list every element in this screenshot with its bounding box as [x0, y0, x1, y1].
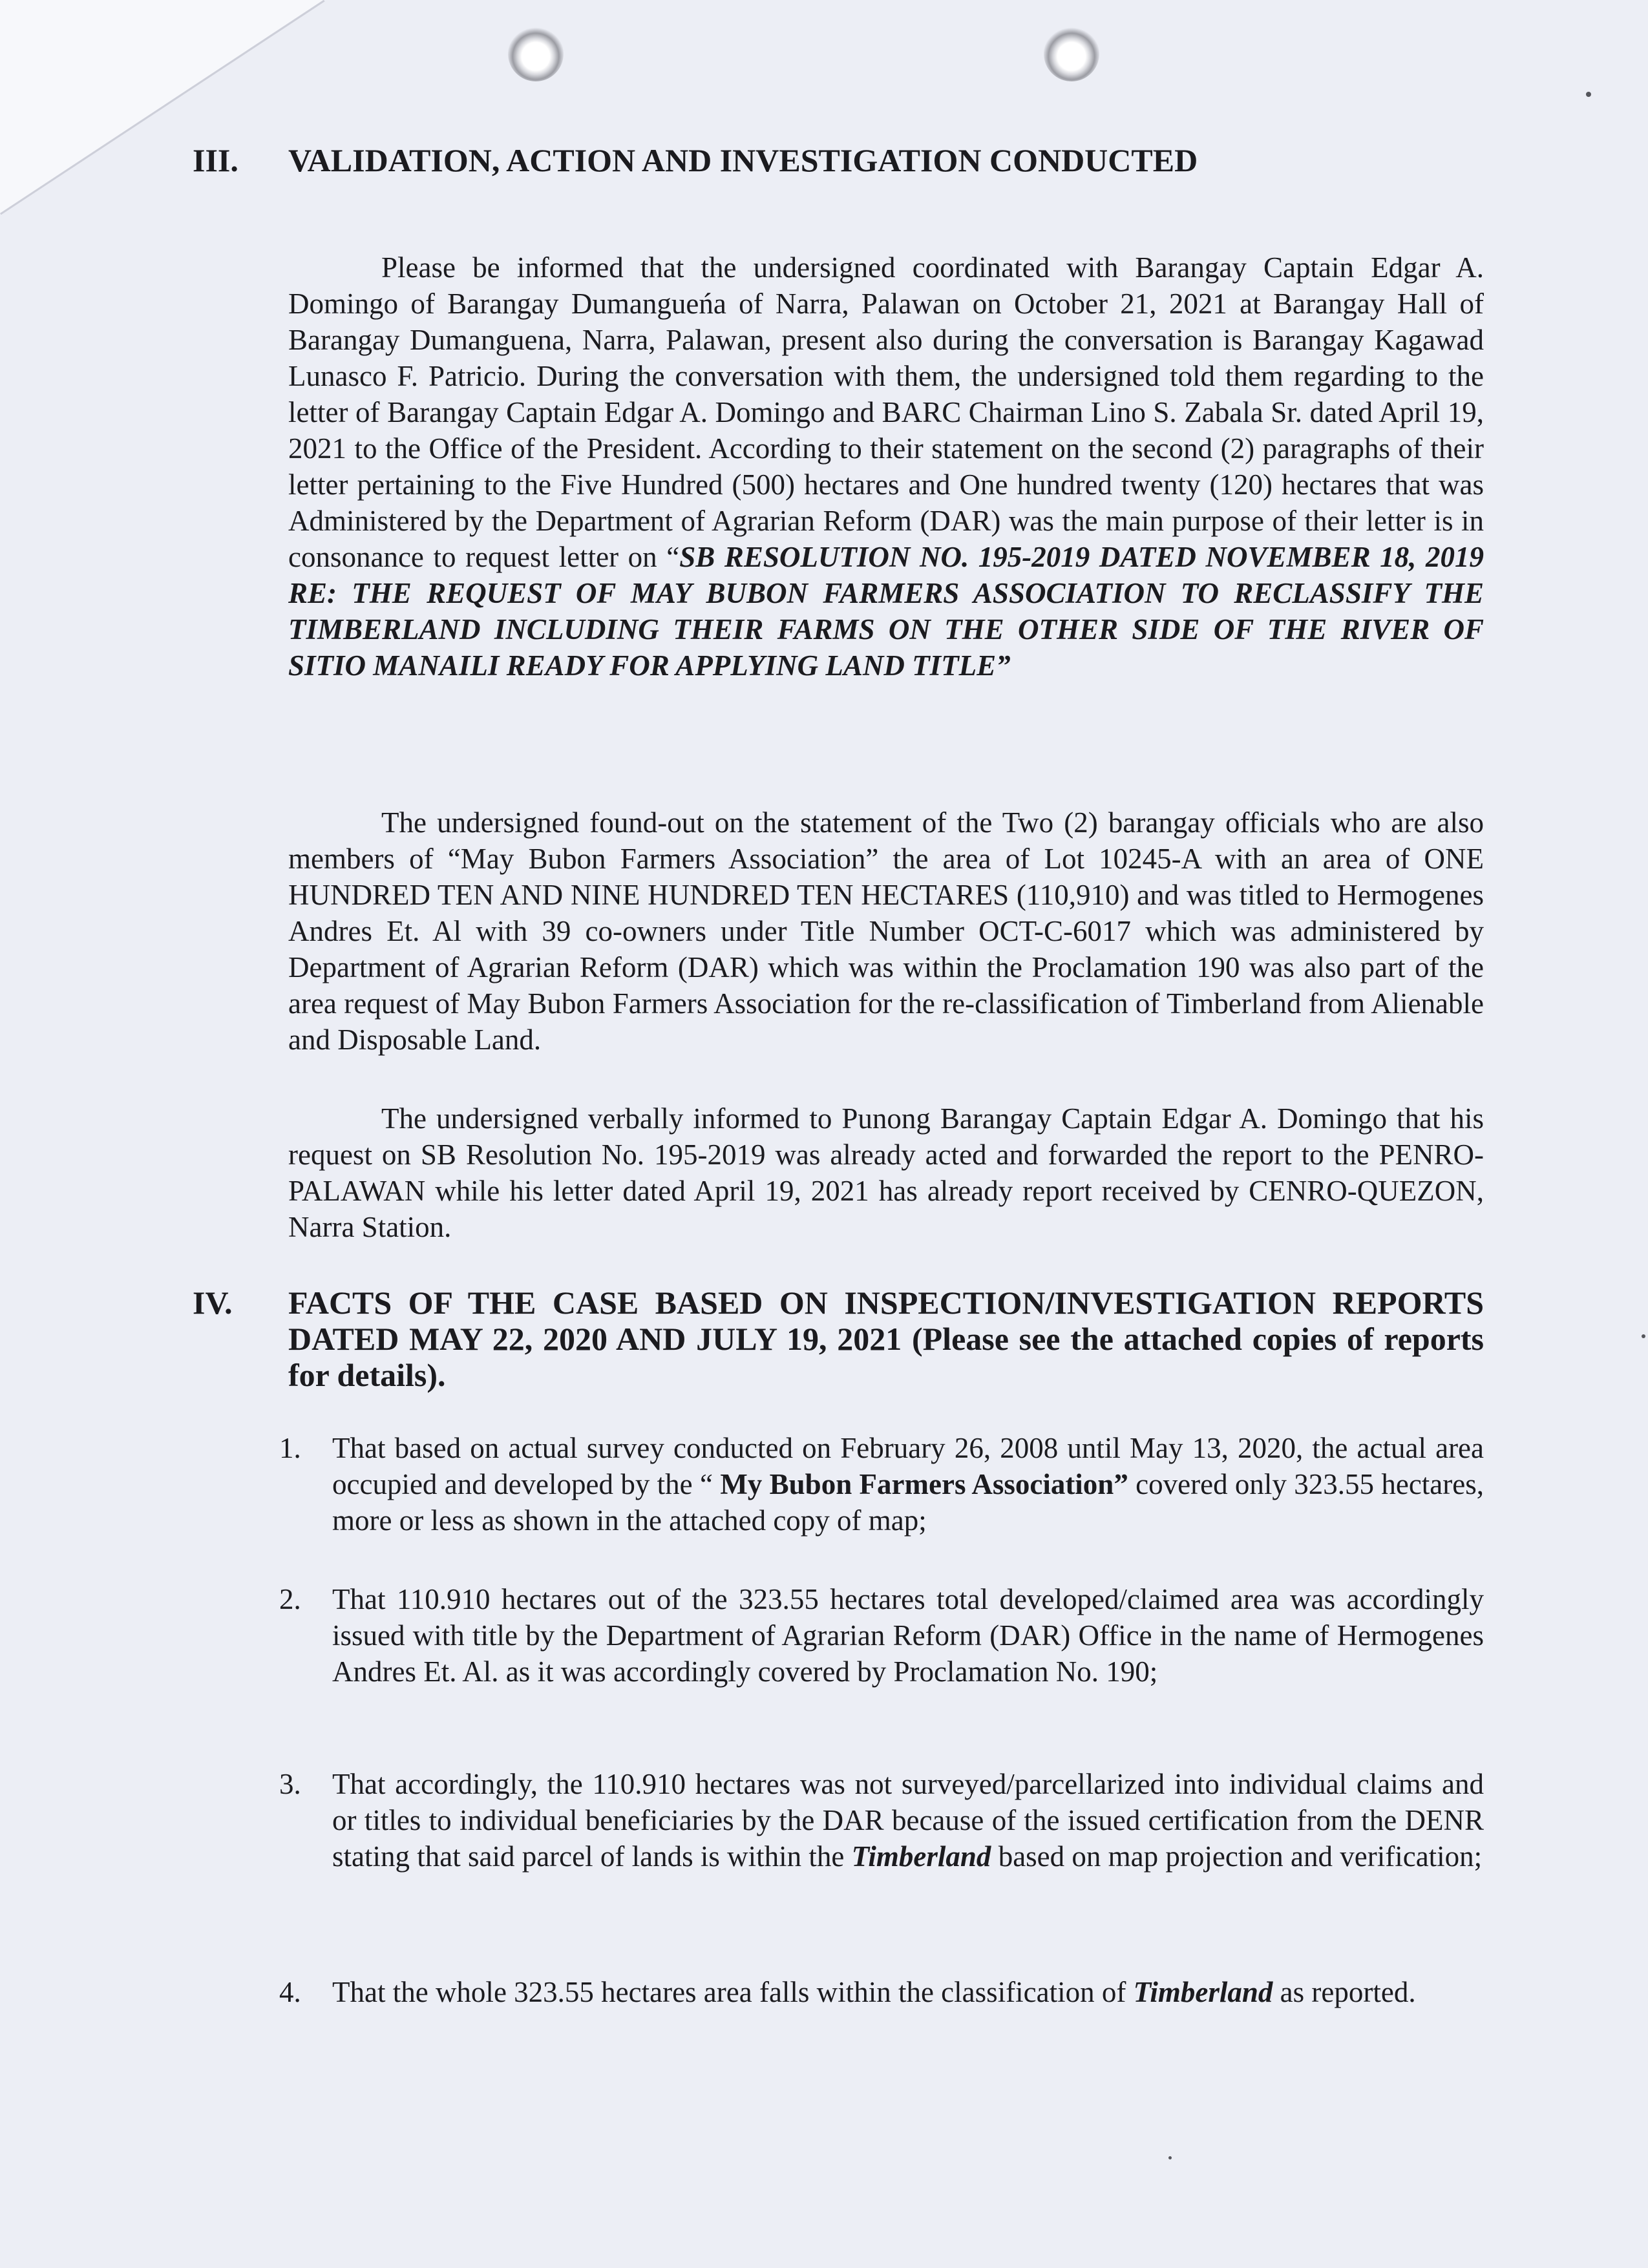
- punch-hole-left: [508, 26, 564, 81]
- list-item-number: 1.: [279, 1432, 301, 1464]
- list-item-number: 3.: [279, 1768, 301, 1800]
- section-4-number: IV.: [193, 1285, 233, 1321]
- section-3-title: VALIDATION, ACTION AND INVESTIGATION CONDUCTED: [288, 142, 1198, 178]
- paper-speck: [1168, 2156, 1172, 2159]
- paper-speck: [1586, 92, 1591, 97]
- paper-speck: [1642, 1334, 1645, 1338]
- punch-hole-right: [1044, 26, 1099, 81]
- section-3-paragraph-3: The undersigned verbally informed to Punong Barangay Captain Edgar A. Domingo that his request on SB Resolution No. 195-2019 was already acted and forwarded the report to the PENRO-PALAWAN while his letter dated April 19, 2021 has already report received by CENRO-QUEZON, Narra Station.: [288, 1102, 1484, 1243]
- list-item-text: [332, 1766, 1484, 1874]
- list-item-text: [332, 1974, 1484, 2010]
- paragraph-1-text: Please be informed that the undersigned coordinated with Barangay Captain Edgar A. Domingo of Barangay Dumangueńa of Narra, Palawan on October 21, 2021 at Barangay Hall of Barangay Dumanguena, Narra, Palawan, present also during the conversation is Barangay Kagawad Lunasco F. Patricio. During the conversation with them, the undersigned told them regarding to the letter of Barangay Captain Edgar A. Domingo and BARC Chairman Lino S. Zabala Sr. dated April 19, 2021 to the Office of the President. According to their statement on the second (2) paragraphs of their letter pertaining to the Five Hundred (500) hectares and One hundred twenty (120) hectares that was Administered by the Department of Agrarian Reform (DAR) was the main purpose of their letter is in consonance to request letter on “: [288, 251, 1484, 573]
- list-item-number: 2.: [279, 1583, 301, 1615]
- list-item-text-part: covered only 323.55 hectares, more or less as shown in the attached copy of map;: [332, 1468, 1484, 1537]
- list-item-text-part: as reported.: [1273, 1976, 1416, 2008]
- list-item-text: [332, 1430, 1484, 1538]
- list-item-text-part: That the whole 323.55 hectares area falls within the classification of: [332, 1976, 1134, 2008]
- list-item-text-part: That based on actual survey conducted on February 26, 2008 until May 13, 2020, the actual area occupied and developed by the “: [332, 1432, 1484, 1500]
- section-3-number: III.: [193, 142, 238, 178]
- closing-quote: ”: [996, 649, 1011, 682]
- section-3-paragraph-2: The undersigned found-out on the statement of the Two (2) barangay officials who are also members of “May Bubon Farmers Association” the area of Lot 10245-A with an area of ONE HUNDRED TEN AND NINE HUNDRED TEN HECTARES (110,910) and was titled to Hermogenes Andres Et. Al with 39 co-owners under Title Number OCT-C-6017 which was administered by Department of Agrarian Reform (DAR) which was within the Proclamation 190 was also part of the area request of May Bubon Farmers Association for the re-classification of Timberland from Alienable and Disposable Land.: [288, 806, 1484, 1056]
- list-item-text: That 110.910 hectares out of the 323.55 hectares total developed/claimed area was accordingly issued with title by the Department of Agrarian Reform (DAR) Office in the name of Hermogenes Andres Et. Al. as it was accordingly covered by Proclamation No. 190;: [332, 1583, 1484, 1688]
- list-item-text-part: That accordingly, the 110.910 hectares was not surveyed/parcellarized into individual claims and or titles to individual beneficiaries by the DAR because of the issued certification from the DENR stating that said parcel of lands is within the: [332, 1768, 1484, 1873]
- section-3-paragraph-1: [288, 249, 1484, 684]
- association-name: My Bubon Farmers Association”: [720, 1468, 1128, 1500]
- list-item-number: 4.: [279, 1976, 301, 2008]
- list-item-text-part: based on map projection and verification;: [991, 1840, 1483, 1873]
- timberland-term: Timberland: [851, 1840, 991, 1873]
- section-4-title: FACTS OF THE CASE BASED ON INSPECTION/INVESTIGATION REPORTS DATED MAY 22, 2020 AND JULY 19, 2021 (Please see the attached copies of reports for details).: [288, 1285, 1484, 1393]
- resolution-reference: SB RESOLUTION NO. 195-2019 DATED NOVEMBER 18, 2019 RE: THE REQUEST OF MAY BUBON FARMERS ASSOCIATION TO RECLASSIFY THE TIMBERLAND INCLUDING THEIR FARMS ON THE OTHER SIDE OF THE RIVER OF SITIO MANAILI READY FOR APPLYING LAND TITLE: [288, 541, 1484, 682]
- timberland-term: Timberland: [1133, 1976, 1273, 2008]
